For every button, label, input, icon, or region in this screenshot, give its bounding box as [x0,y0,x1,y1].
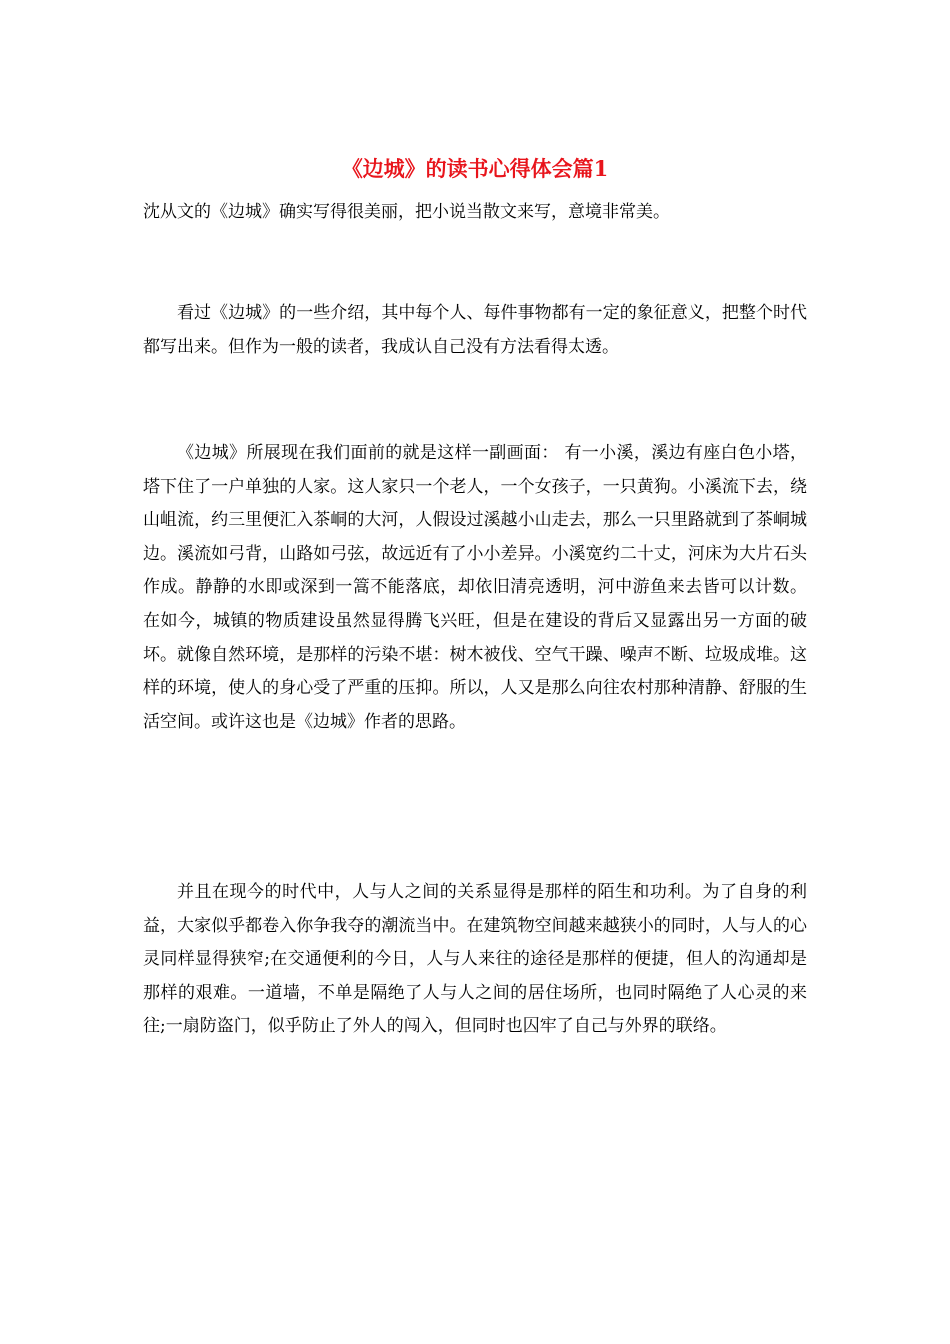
paragraph-scenery: 《边城》所展现在我们面前的就是这样一副画面： 有一小溪，溪边有座白色小塔，塔下住了一户单独的人家。这人家只一个老人，一个女孩子，一只黄狗。小溪流下去，绕山岨流，约三里便汇入茶峒的大河，人假设过溪越小山走去，那么一只里路就到了茶峒城边。溪流如弓背，山路如弓弦，故远近有了小小差异。小溪宽约二十丈，河床为大片石头作成。静静的水即或深到一篙不能落底，却依旧清亮透明，河中游鱼来去皆可以计数。 在如今，城镇的物质建设虽然显得腾飞兴旺，但是在建设的背后又显露出另一方面的破坏。就像自然环境，是那样的污染不堪：树木被伐、空气干躁、噪声不断、垃圾成堆。这样的环境，使人的身心受了严重的压抑。所以，人又是那么向往农村那种清静、舒服的生活空间。或许这也是《边城》作者的思路。 [143,443,807,732]
document-title: 《边城》的读书心得体会篇1 [341,156,609,181]
paragraph-intro: 沈从文的《边城》确实写得很美丽，把小说当散文来写，意境非常美。 [143,202,670,222]
paragraph-relationships: 并且在现今的时代中，人与人之间的关系显得是那样的陌生和功利。为了自身的利益，大家似乎都卷入你争我夺的潮流当中。在建筑物空间越来越狭小的同时，人与人的心灵同样显得狭窄;在交通便利的今日，人与人来往的途径是那样的便捷，但人的沟通却是那样的艰难。一道墙，不单是隔绝了人与人之间的居住场所，也同时隔绝了人心灵的来往;一扇防盗门，似乎防止了外人的闯入，但同时也囚牢了自己与外界的联络。 [143,882,807,1037]
paragraph-symbolism: 看过《边城》的一些介绍，其中每个人、每件事物都有一定的象征意义，把整个时代都写出来。但作为一般的读者，我成认自己没有方法看得太透。 [143,303,807,357]
